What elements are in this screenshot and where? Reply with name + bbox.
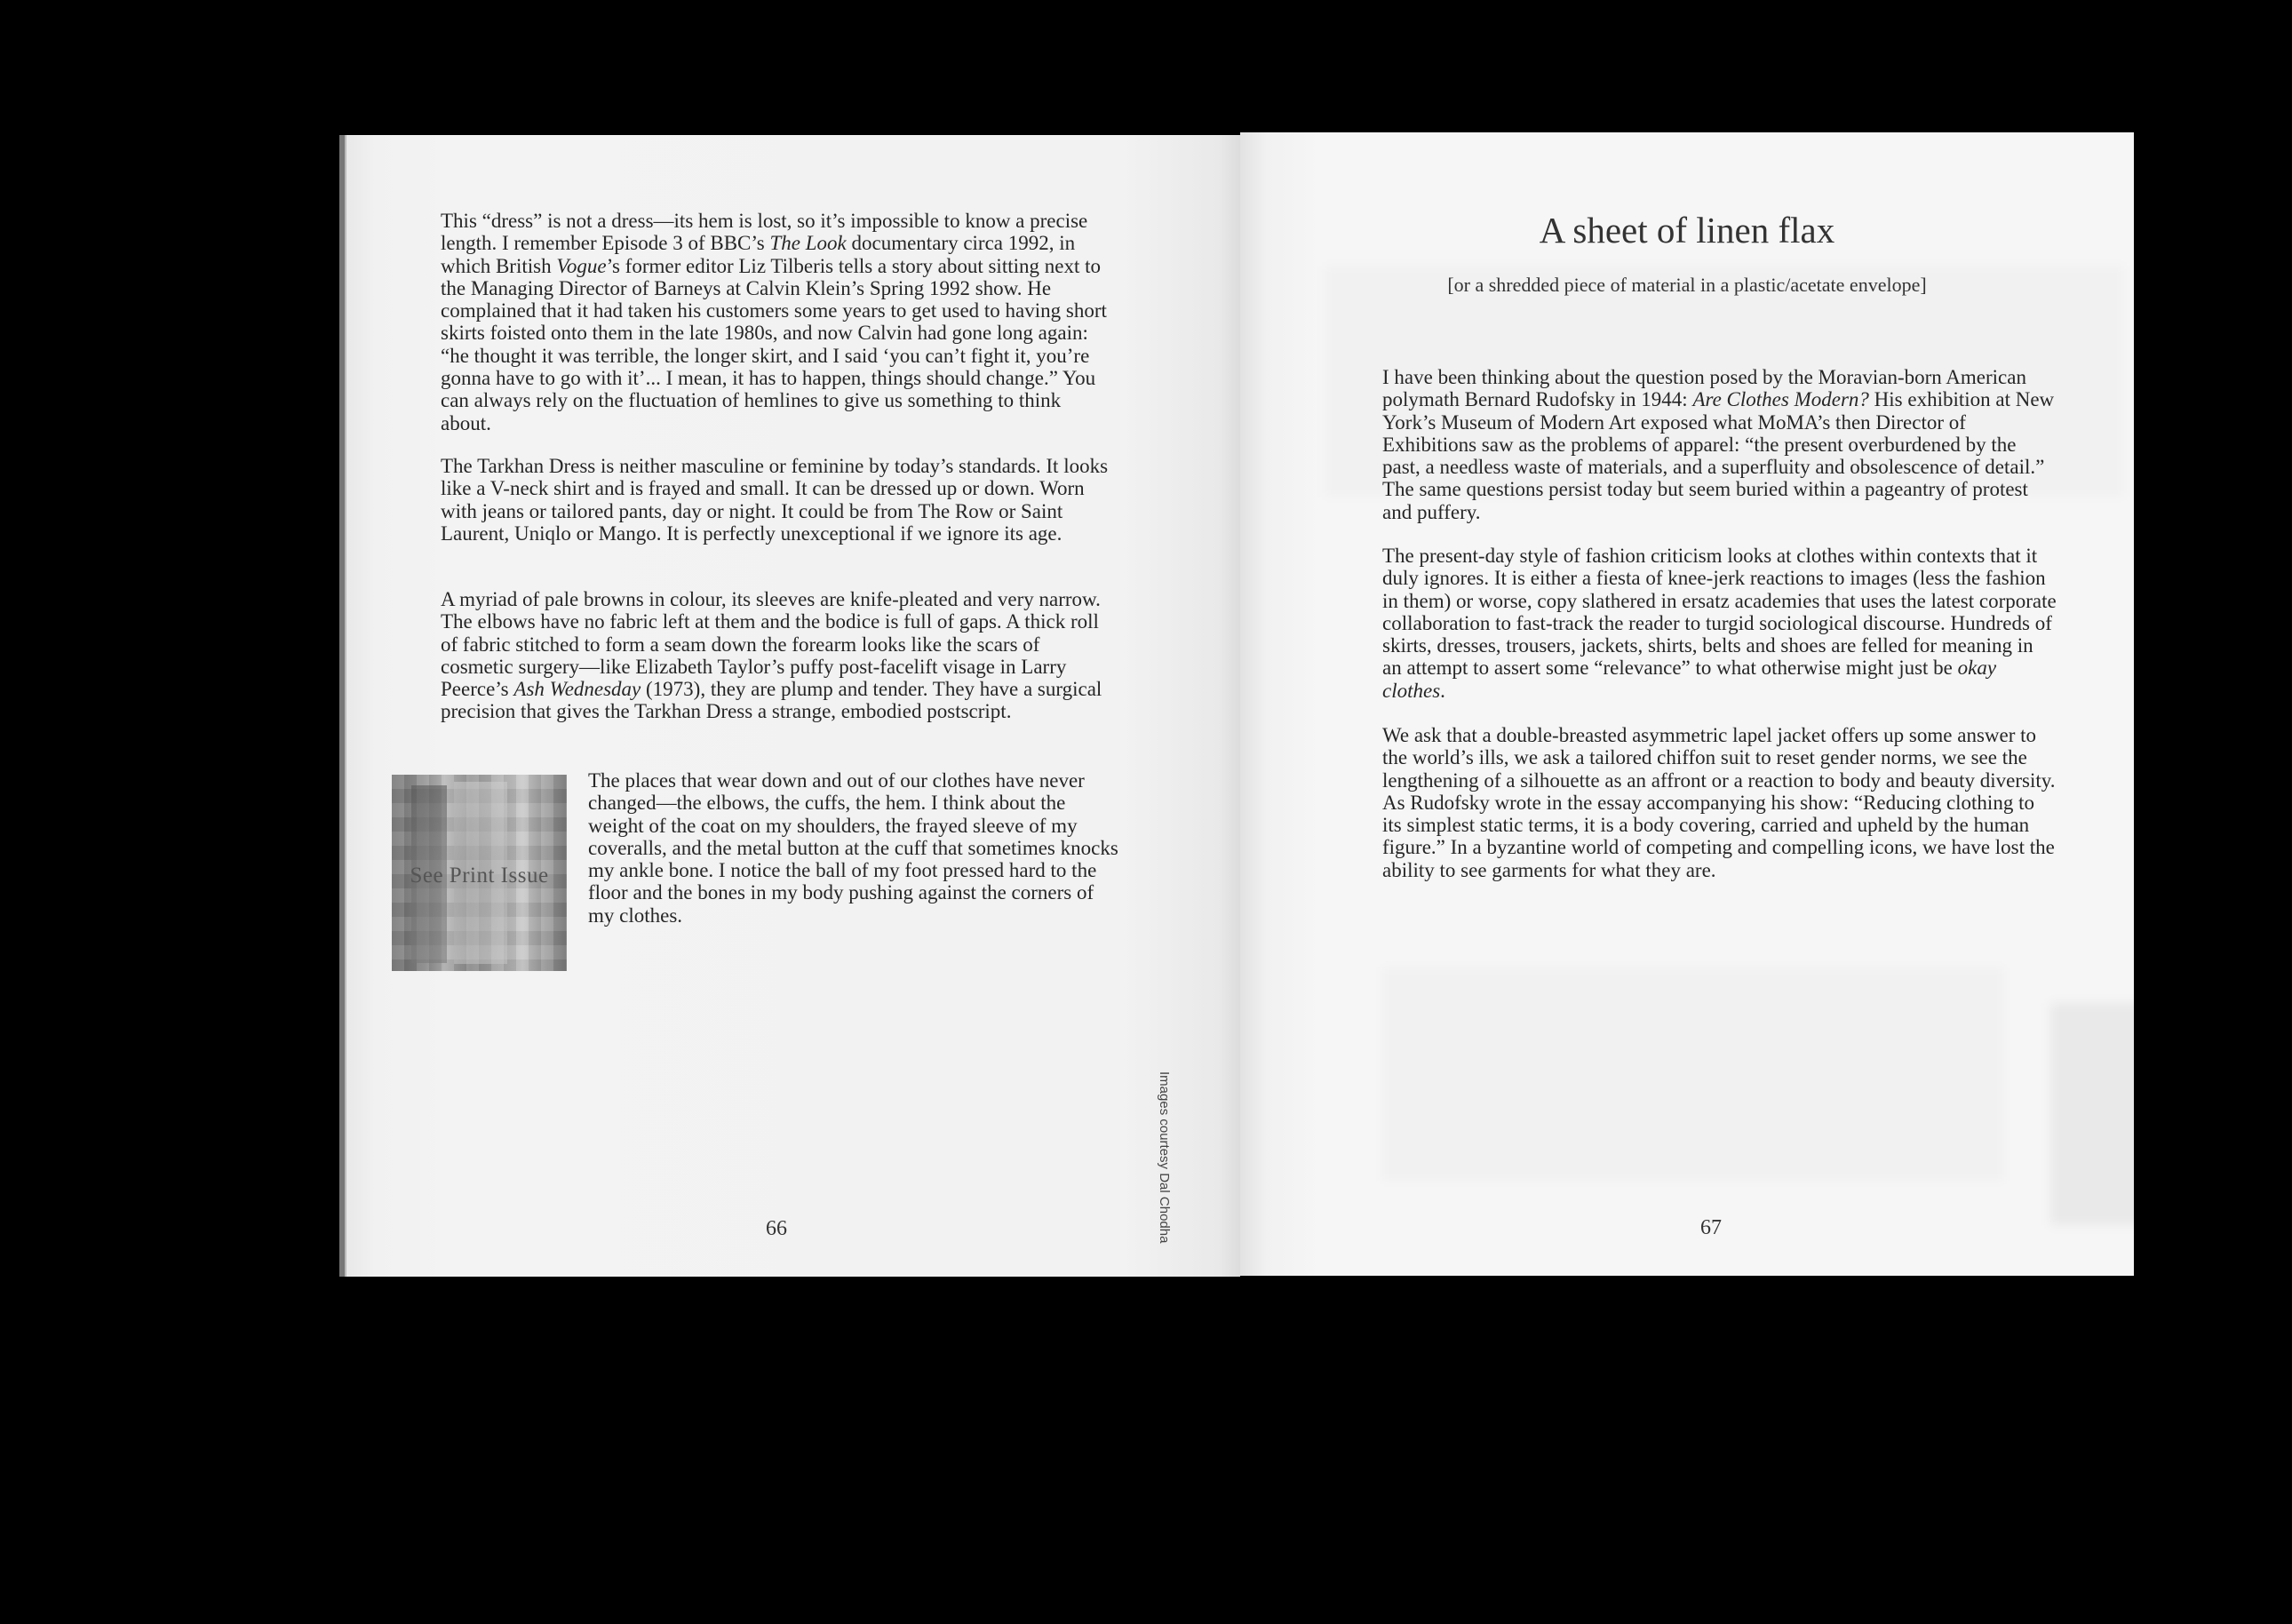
- left-paragraph-2: The Tarkhan Dress is neither masculine or feminine by today’s standards. It looks like a V-neck shirt and is frayed and small. It can be dressed up or down. Worn with jeans or tailored pants, day or night. It could be from The Row or Saint Laurent, Uniqlo or Mango. It is perfectly unexceptional if we ignore its age.: [441, 455, 1109, 545]
- left-paragraph-4: The places that wear down and out of our clothes have never changed—the elbows, the cuffs, the hem. I think about the weight of the coat on my shoulders, the frayed sleeve of my coveralls, and the metal button at the cuff that sometimes knocks my ankle bone. I notice the ball of my foot pressed hard to the floor and the bones in my body pushing against the corners of my clothes.: [588, 769, 1118, 927]
- italic-title: The Look: [769, 232, 847, 255]
- left-page: [339, 135, 1240, 1277]
- italic-title: Ash Wednesday: [513, 678, 641, 701]
- page-edge-highlight: [345, 135, 346, 1277]
- page-number-left: 66: [766, 1217, 787, 1240]
- right-page: [1240, 132, 2134, 1276]
- page-number-right: 67: [1700, 1216, 1722, 1239]
- image-label: See Print Issue: [410, 864, 549, 888]
- right-paragraph-2: The present-day style of fashion criticism looks at clothes within contexts that it duly ignores. It is either a fiesta of knee-jerk reactions to images (less the fashion in them) or worse, copy slathered in ersatz academies that uses the latest corporate collaboration to fast-track the reader to turgid sociological discourse. Hundreds of skirts, dresses, trousers, jackets, shirts, belts and shoes are felled for meaning in an attempt to assert some “relevance” to what otherwise might just be okay clothes.: [1382, 545, 2057, 702]
- right-paragraph-3: We ask that a double-breasted asymmetric lapel jacket offers up some answer to the world’s ills, we ask a tailored chiffon suit to reset gender norms, we see the lengthening of a silhouette as an affront or a reaction to body and beauty diversity. As Rudofsky wrote in the essay accompanying his show: “Reducing clothing to its simplest static terms, it is a body covering, carried and upheld by the human figure.” In a byzantine world of competing and compelling icons, we have lost the ability to see garments for what they are.: [1382, 724, 2056, 881]
- image-credit: Images courtesy Dal Chodha: [1157, 1071, 1172, 1244]
- show-through-shadow: [1382, 967, 2004, 1181]
- article-subtitle: [or a shredded piece of material in a plastic/acetate envelope]: [1447, 274, 1927, 296]
- italic-title: okay clothes: [1382, 657, 1997, 702]
- pixelated-image-placeholder: [392, 775, 567, 971]
- left-paragraph-1: This “dress” is not a dress—its hem is lost, so it’s impossible to know a precise length. I remember Episode 3 of BBC’s The Look documentary circa 1992, in which British Vogue’s former editor Liz Tilberis tells a story about sitting next to the Managing Director of Barneys at Calvin Klein’s Spring 1992 show. He complained that it had taken his customers some years to get used to having short skirts foisted onto them in the late 1980s, and now Calvin had gone long again: “he thought it was terrible, the longer skirt, and I said ‘you can’t fight it, you’re gonna have to go with it’... I mean, it has to happen, things should change.” You can always rely on the fluctuation of hemlines to give us something to think about.: [441, 210, 1107, 434]
- italic-title: Vogue: [556, 254, 607, 277]
- left-paragraph-3: A myriad of pale browns in colour, its sleeves are knife-pleated and very narrow. The elbows have no fabric left at them and the bodice is full of gaps. A thick roll of fabric stitched to form a seam down the forearm looks like the scars of cosmetic surgery—like Elizabeth Taylor’s puffy post-facelift visage in Larry Peerce’s Ash Wednesday (1973), they are plump and tender. They have a surgical precision that gives the Tarkhan Dress a strange, embodied postscript.: [441, 588, 1102, 723]
- italic-title: Are Clothes Modern?: [1692, 388, 1869, 411]
- show-through-image-shadow: [2050, 1003, 2134, 1225]
- right-paragraph-1: I have been thinking about the question posed by the Moravian-born American polymath Bernard Rudofsky in 1944: Are Clothes Modern? His exhibition at New York’s Museum of Modern Art exposed what MoMA’s then Director of Exhibitions saw as the problems of apparel: “the present overburdened by the past, a needless waste of materials, and a superfluity and obsolescence of detail.” The same questions persist today but seem buried within a pageantry of protest and puffery.: [1382, 366, 2055, 523]
- article-title: A sheet of linen flax: [1539, 210, 1835, 251]
